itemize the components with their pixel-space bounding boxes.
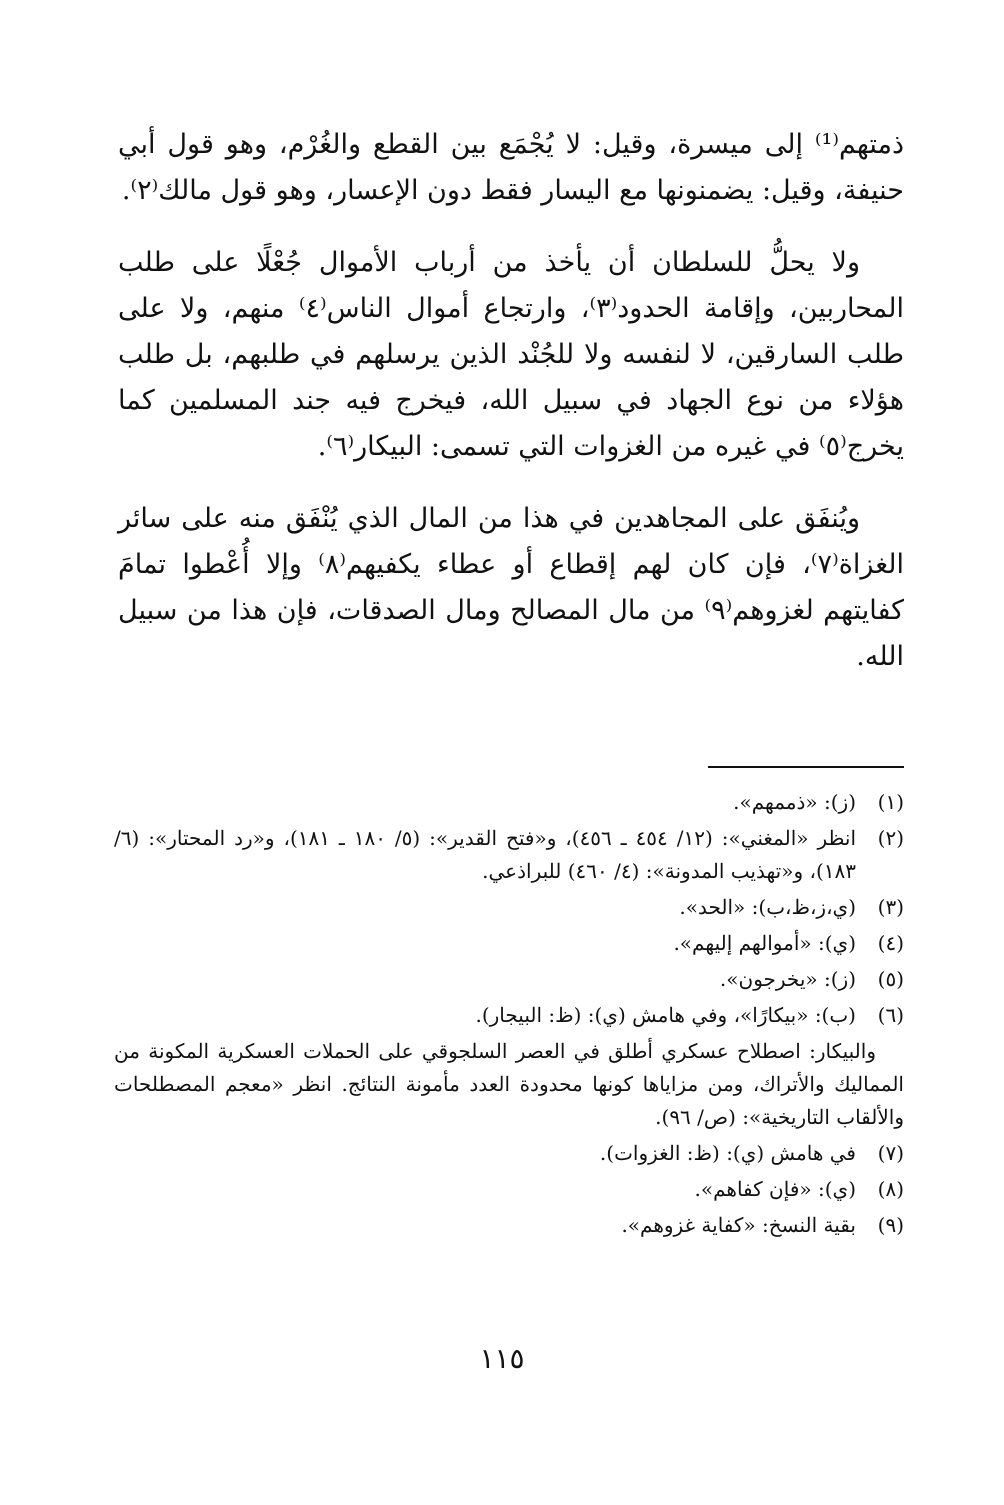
footnote-text: في هامش (ي): (ظ: الغزوات).	[599, 1141, 856, 1165]
footnote-number: (٩)	[877, 1213, 904, 1237]
footnote-separator	[708, 766, 904, 768]
footnote-text: (ي): «فإن كفاهم».	[694, 1177, 856, 1201]
footnote-number: (٧)	[877, 1141, 904, 1165]
footnote-7	[114, 1137, 904, 1170]
footnote-number: (٤)	[877, 931, 904, 955]
footnote-text: انظر «المغني»: (١٢/ ٤٥٤ ـ ٤٥٦)، و«فتح القدير»: (٥/ ١٨٠ ـ ١٨١)، و«رد المحتار»: (٦/ ١٨٣)، و«تهذيب المدونة»: (٤/ ٤٦٠) للبراذعي.	[114, 826, 857, 883]
footnote-number: (٥)	[877, 967, 904, 991]
footnote-8	[114, 1173, 904, 1206]
footnote-number: (٦)	[877, 1003, 904, 1027]
footnote-text: (ي،ز،ظ،ب): «الحد».	[679, 895, 856, 919]
footnote-2	[114, 822, 904, 888]
footnote-5	[114, 963, 904, 996]
footnote-6-note: والبيكار: اصطلاح عسكري أطلق في العصر السلجوقي على الحملات العسكرية المكونة من المماليك والأتراك، ومن مزاياها كونها محدودة العدد مأمونة النتائج. انظر «معجم المصطلحات والألقاب التاريخية»: (ص/ ٩٦).	[114, 1039, 904, 1129]
paragraph-2: ولا يحلُّ للسلطان أن يأخذ من أرباب الأموال جُعْلًا على طلب المحاربين، وإقامة الحدود⁽٣⁾، وارتجاع أموال الناس⁽٤⁾ منهم، ولا على طلب السارقين، لا لنفسه ولا للجُنْد الذين يرسلهم في طلبهم، بل طلب هؤلاء من نوع الجهاد في سبيل الله، فيخرج فيه جند المسلمين كما يخرج⁽٥⁾ في غيره من الغزوات التي تسمى: البيكار⁽٦⁾.	[118, 247, 904, 462]
page-number: ١١٥	[479, 1342, 525, 1375]
paragraph-1: ذمتهم⁽¹⁾ إلى ميسرة، وقيل: لا يُجْمَع بين القطع والغُرْم، وهو قول أبي حنيفة، وقيل: يضمنونها مع اليسار فقط دون الإعسار، وهو قول مالك⁽٢⁾.	[118, 129, 904, 206]
footnote-text: (ز): «ذممهم».	[733, 790, 856, 814]
footnote-number: (١)	[877, 790, 904, 814]
main-text	[118, 122, 904, 706]
footnote-4	[114, 927, 904, 960]
footnote-number: (٣)	[877, 895, 904, 919]
footnote-3	[114, 891, 904, 924]
footnotes-section	[114, 786, 904, 1245]
paragraph-3: ويُنفَق على المجاهدين في هذا من المال الذي يُنْفَق منه على سائر الغزاة⁽٧⁾، فإن كان لهم إقطاع أو عطاء يكفيهم⁽٨⁾ وإلا أُعْطوا تمامَ كفايتهم لغزوهم⁽٩⁾ من مال المصالح ومال الصدقات، فإن هذا من سبيل الله.	[118, 503, 904, 672]
footnote-9	[114, 1209, 904, 1242]
footnote-number: (٢)	[877, 826, 904, 850]
footnote-text: (ي): «أموالهم إليهم».	[673, 931, 856, 955]
footnote-text: (ز): «يخرجون».	[719, 967, 856, 991]
footnote-text: بقية النسخ: «كفاية غزوهم».	[621, 1213, 856, 1237]
footnote-1	[114, 786, 904, 819]
footnote-number: (٨)	[877, 1177, 904, 1201]
footnote-6	[114, 999, 904, 1032]
footnote-text: (ب): «بيكارًا»، وفي هامش (ي): (ظ: البيجار).	[475, 1003, 856, 1027]
